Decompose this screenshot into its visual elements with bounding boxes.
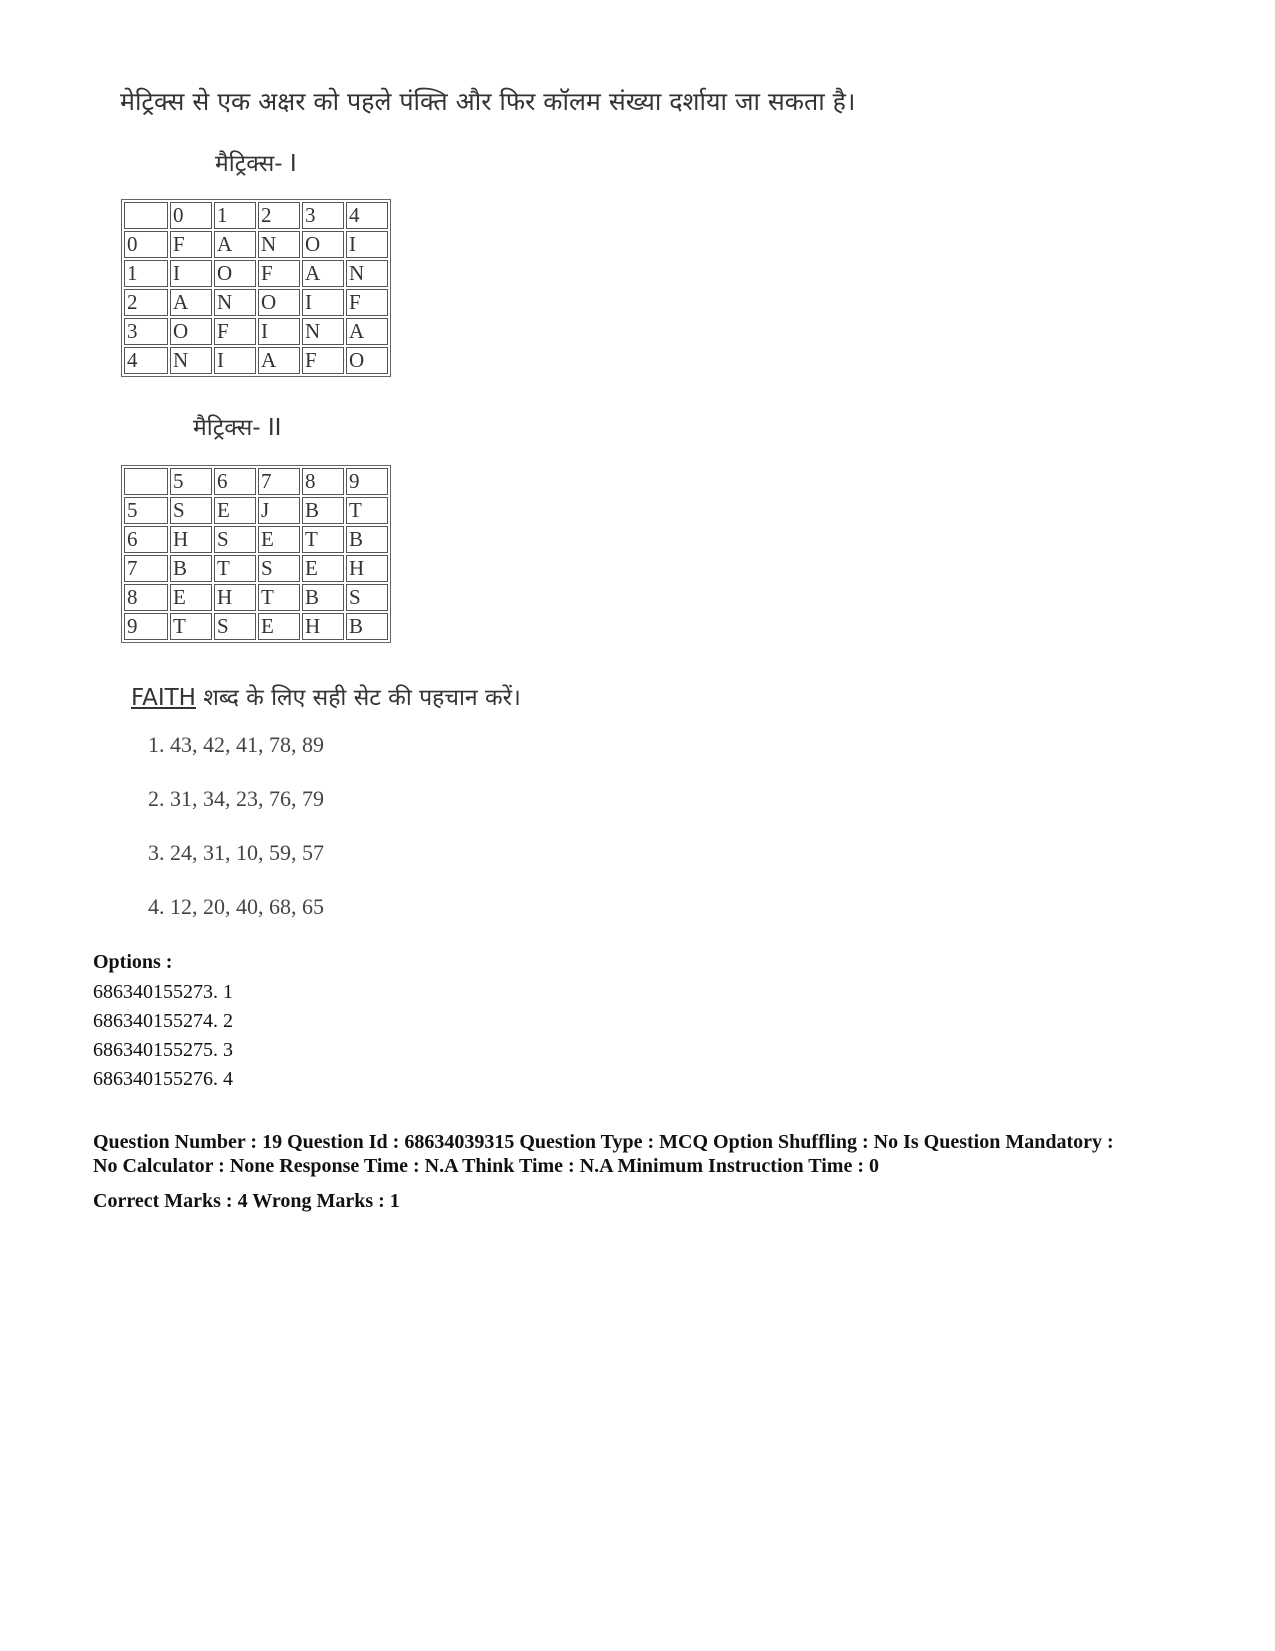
matrix-cell: O: [346, 347, 388, 374]
question-meta-line: Question Number : 19 Question Id : 68634039315 Question Type : MCQ Option Shuffling : No Is Question Mandatory :: [93, 1131, 1114, 1153]
matrix-cell: F: [346, 289, 388, 316]
question-text: शब्द के लिए सही सेट की पहचान करें।: [195, 685, 521, 711]
matrix-cell: S: [258, 555, 300, 582]
matrix-2-body: [124, 468, 388, 640]
matrix-cell: H: [170, 526, 212, 553]
matrix-cell: E: [258, 613, 300, 640]
matrix-cell: A: [302, 260, 344, 287]
matrix-cell: B: [346, 526, 388, 553]
matrix-2-row: [124, 584, 388, 611]
matrix-2-row: [124, 497, 388, 524]
matrix-cell: T: [214, 555, 256, 582]
matrix-cell: A: [258, 347, 300, 374]
matrix-cell: S: [214, 613, 256, 640]
question-meta: [93, 1130, 1203, 1178]
matrix-cell: S: [346, 584, 388, 611]
matrix-cell: 3: [124, 318, 168, 345]
matrix-cell: [124, 202, 168, 229]
matrix-cell: S: [170, 497, 212, 524]
matrix-cell: N: [302, 318, 344, 345]
matrix-cell: S: [214, 526, 256, 553]
matrix-cell: O: [214, 260, 256, 287]
matrix-cell: 4: [346, 202, 388, 229]
matrix-cell: I: [302, 289, 344, 316]
matrix-cell: H: [346, 555, 388, 582]
matrix-cell: N: [214, 289, 256, 316]
matrix-2-table: [121, 465, 391, 643]
matrix-1-row: [124, 289, 388, 316]
matrix-cell: 9: [124, 613, 168, 640]
answer-choices: [148, 732, 324, 948]
matrix-cell: 6: [214, 468, 256, 495]
matrix-cell: 6: [124, 526, 168, 553]
matrix-cell: O: [170, 318, 212, 345]
matrix-cell: 5: [124, 497, 168, 524]
question-prompt: [131, 680, 521, 712]
matrix-1-title: मैट्रिक्स- I: [215, 151, 297, 177]
matrix-2-row: [124, 526, 388, 553]
matrix-cell: [124, 468, 168, 495]
matrix-cell: I: [258, 318, 300, 345]
matrix-1-body: [124, 202, 388, 374]
question-intro: मेट्रिक्स से एक अक्षर को पहले पंक्ति और फिर कॉलम संख्या दर्शाया जा सकता है।: [120, 87, 856, 116]
option-item: 686340155276. 4: [93, 1068, 233, 1090]
option-item: 686340155274. 2: [93, 1010, 233, 1032]
matrix-cell: F: [214, 318, 256, 345]
matrix-1-row: [124, 260, 388, 287]
answer-choice: 4. 12, 20, 40, 68, 65: [148, 894, 324, 919]
matrix-cell: 0: [124, 231, 168, 258]
matrix-cell: F: [170, 231, 212, 258]
matrix-1-header-row: [124, 202, 388, 229]
matrix-cell: 2: [124, 289, 168, 316]
matrix-cell: 7: [258, 468, 300, 495]
matrix-cell: T: [346, 497, 388, 524]
option-item: 686340155275. 3: [93, 1039, 233, 1061]
answer-choice: 1. 43, 42, 41, 78, 89: [148, 732, 324, 757]
matrix-cell: 0: [170, 202, 212, 229]
answer-choice: 2. 31, 34, 23, 76, 79: [148, 786, 324, 811]
matrix-cell: O: [302, 231, 344, 258]
matrix-cell: T: [258, 584, 300, 611]
matrix-2-row: [124, 555, 388, 582]
matrix-cell: N: [258, 231, 300, 258]
question-word: FAITH: [131, 685, 196, 711]
matrix-cell: 3: [302, 202, 344, 229]
matrix-cell: O: [258, 289, 300, 316]
matrix-2-row: [124, 613, 388, 640]
matrix-cell: 4: [124, 347, 168, 374]
question-meta-line: No Calculator : None Response Time : N.A Think Time : N.A Minimum Instruction Time : 0: [93, 1155, 879, 1177]
matrix-cell: 1: [124, 260, 168, 287]
options-list: [93, 978, 233, 1094]
options-label: Options :: [93, 951, 173, 973]
matrix-cell: 2: [258, 202, 300, 229]
matrix-cell: H: [302, 613, 344, 640]
matrix-cell: A: [346, 318, 388, 345]
matrix-cell: T: [302, 526, 344, 553]
matrix-cell: I: [170, 260, 212, 287]
matrix-2-title: मैट्रिक्स- II: [193, 415, 282, 441]
matrix-cell: B: [302, 497, 344, 524]
matrix-cell: T: [170, 613, 212, 640]
matrix-cell: B: [346, 613, 388, 640]
matrix-cell: E: [170, 584, 212, 611]
matrix-cell: A: [170, 289, 212, 316]
matrix-cell: J: [258, 497, 300, 524]
question-marks: Correct Marks : 4 Wrong Marks : 1: [93, 1190, 400, 1212]
matrix-cell: 5: [170, 468, 212, 495]
matrix-cell: 8: [302, 468, 344, 495]
matrix-1-row: [124, 231, 388, 258]
matrix-cell: H: [214, 584, 256, 611]
matrix-cell: I: [214, 347, 256, 374]
matrix-cell: F: [258, 260, 300, 287]
matrix-1-row: [124, 347, 388, 374]
matrix-cell: B: [170, 555, 212, 582]
matrix-cell: B: [302, 584, 344, 611]
matrix-cell: E: [302, 555, 344, 582]
matrix-cell: 7: [124, 555, 168, 582]
matrix-1-table: [121, 199, 391, 377]
matrix-1-row: [124, 318, 388, 345]
matrix-2-header-row: [124, 468, 388, 495]
option-item: 686340155273. 1: [93, 981, 233, 1003]
matrix-cell: I: [346, 231, 388, 258]
matrix-cell: E: [214, 497, 256, 524]
matrix-cell: F: [302, 347, 344, 374]
answer-choice: 3. 24, 31, 10, 59, 57: [148, 840, 324, 865]
matrix-cell: 9: [346, 468, 388, 495]
matrix-cell: E: [258, 526, 300, 553]
matrix-cell: 1: [214, 202, 256, 229]
matrix-cell: 8: [124, 584, 168, 611]
matrix-cell: N: [170, 347, 212, 374]
matrix-cell: N: [346, 260, 388, 287]
matrix-cell: A: [214, 231, 256, 258]
